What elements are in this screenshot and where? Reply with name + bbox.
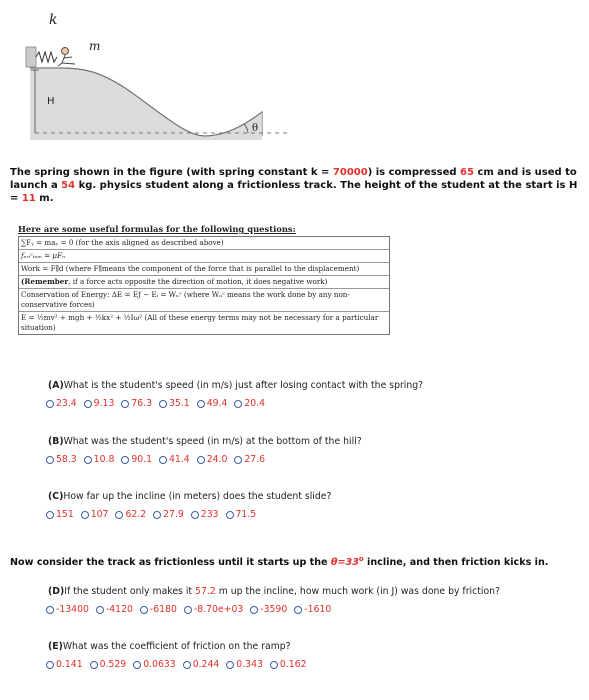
options-c bbox=[46, 509, 260, 522]
radio-icon[interactable] bbox=[84, 456, 92, 464]
option-label: 10.8 bbox=[93, 454, 115, 465]
option[interactable] bbox=[121, 398, 152, 409]
radio-icon[interactable] bbox=[46, 606, 54, 614]
radio-icon[interactable] bbox=[46, 661, 54, 669]
radio-icon[interactable] bbox=[46, 511, 54, 519]
question-d bbox=[48, 586, 500, 597]
option-label: 49.4 bbox=[206, 398, 228, 409]
option-label: 151 bbox=[56, 509, 74, 520]
option-label: 23.4 bbox=[56, 398, 77, 409]
option-label: 0.343 bbox=[236, 659, 263, 670]
option[interactable] bbox=[226, 509, 257, 520]
option-label: 76.3 bbox=[131, 398, 153, 409]
radio-icon[interactable] bbox=[226, 511, 234, 519]
question-text: How far up the incline (in meters) does the student slide? bbox=[63, 491, 332, 502]
option-label: -8.70e+03 bbox=[193, 604, 244, 615]
option[interactable] bbox=[115, 509, 146, 520]
problem-text: ) is compressed bbox=[367, 167, 461, 178]
problem-text: m. bbox=[35, 193, 54, 204]
option[interactable] bbox=[183, 659, 220, 670]
question-label: (D) bbox=[48, 586, 65, 597]
option[interactable] bbox=[159, 454, 190, 465]
option-label: -4120 bbox=[105, 604, 133, 615]
label-k: k bbox=[49, 12, 58, 28]
radio-icon[interactable] bbox=[84, 400, 92, 408]
problem-statement bbox=[10, 166, 582, 205]
option[interactable] bbox=[46, 509, 74, 520]
option[interactable] bbox=[121, 454, 152, 465]
wall bbox=[26, 47, 36, 67]
problem-text: cm and is used to launch a bbox=[10, 167, 577, 191]
problem-text: kg. physics student along a frictionless track. The height of the student at the start is H = bbox=[10, 180, 578, 204]
radio-icon[interactable] bbox=[234, 456, 242, 464]
option-label: 233 bbox=[200, 509, 219, 520]
option[interactable] bbox=[133, 659, 176, 670]
option[interactable] bbox=[81, 509, 109, 520]
radio-icon[interactable] bbox=[115, 511, 123, 519]
option[interactable] bbox=[84, 454, 115, 465]
option-label: -1610 bbox=[304, 604, 332, 615]
option-label: -3590 bbox=[260, 604, 288, 615]
radio-icon[interactable] bbox=[133, 661, 141, 669]
radio-icon[interactable] bbox=[294, 606, 302, 614]
option-label: 71.5 bbox=[235, 509, 257, 520]
option[interactable] bbox=[84, 398, 115, 409]
option[interactable] bbox=[226, 659, 263, 670]
radio-icon[interactable] bbox=[121, 456, 129, 464]
radio-icon[interactable] bbox=[96, 606, 104, 614]
radio-icon[interactable] bbox=[191, 511, 199, 519]
option-label: 27.6 bbox=[244, 454, 266, 465]
option[interactable] bbox=[90, 659, 127, 670]
question-label: (A) bbox=[48, 380, 64, 391]
question-text: What was the student's speed (in m/s) at the bottom of the hill? bbox=[63, 436, 362, 447]
radio-icon[interactable] bbox=[250, 606, 258, 614]
formula-row: ∑Fᵧ = maᵧ = 0 (for the axis aligned as described above) bbox=[19, 237, 389, 250]
option-label: -13400 bbox=[56, 604, 89, 615]
formula-row: Conservation of Energy: ΔE = Eƒ − Eᵢ = Wₙᶜ (where Wₙᶜ means the work done by any non-conservative forces) bbox=[19, 289, 389, 312]
option[interactable] bbox=[153, 509, 184, 520]
question-b bbox=[48, 436, 362, 447]
options-d bbox=[46, 604, 335, 617]
label-theta: θ bbox=[252, 123, 259, 134]
track-figure bbox=[0, 0, 300, 150]
option[interactable] bbox=[140, 604, 177, 615]
mass-value: 54 bbox=[61, 180, 76, 191]
question-label: (E) bbox=[48, 641, 63, 652]
radio-icon[interactable] bbox=[226, 661, 234, 669]
option[interactable] bbox=[191, 509, 219, 520]
degree-mark: o bbox=[358, 555, 364, 563]
option-label: 41.4 bbox=[169, 454, 190, 465]
formula-remember: (Remember bbox=[21, 277, 69, 286]
radio-icon[interactable] bbox=[153, 511, 161, 519]
compression-value: 65 bbox=[460, 167, 474, 178]
formula-table bbox=[18, 236, 390, 335]
option[interactable] bbox=[234, 454, 265, 465]
option-label: 0.0633 bbox=[143, 659, 176, 670]
question-label: (B) bbox=[48, 436, 64, 447]
option-label: 24.0 bbox=[206, 454, 228, 465]
option[interactable] bbox=[270, 659, 307, 670]
radio-icon[interactable] bbox=[46, 456, 54, 464]
question-text: m up the incline, how much work (in J) was done by friction? bbox=[215, 586, 500, 597]
formula-title: Here are some useful formulas for the following questions: bbox=[18, 224, 296, 234]
option-label: 90.1 bbox=[131, 454, 153, 465]
option-label: -6180 bbox=[149, 604, 177, 615]
option[interactable] bbox=[234, 398, 265, 409]
radio-icon[interactable] bbox=[183, 661, 191, 669]
option[interactable] bbox=[46, 604, 89, 615]
radio-icon[interactable] bbox=[46, 400, 54, 408]
option-label: 0.244 bbox=[192, 659, 220, 670]
radio-icon[interactable] bbox=[81, 511, 89, 519]
radio-icon[interactable] bbox=[184, 606, 192, 614]
track-shade bbox=[30, 68, 262, 140]
option-label: 62.2 bbox=[125, 509, 147, 520]
formula-row: E = ½mv² + mgh + ½kx² + ½Iω² (All of these energy terms may not be necessary for a particular situation) bbox=[21, 313, 379, 332]
question-text: What was the coefficient of friction on the ramp? bbox=[62, 641, 291, 652]
radio-icon[interactable] bbox=[90, 661, 98, 669]
radio-icon[interactable] bbox=[197, 400, 205, 408]
options-b bbox=[46, 454, 269, 467]
option[interactable] bbox=[159, 398, 190, 409]
option[interactable] bbox=[46, 454, 77, 465]
radio-icon[interactable] bbox=[159, 456, 167, 464]
question-e bbox=[48, 641, 291, 652]
question-c bbox=[48, 491, 331, 502]
question-label: (C) bbox=[48, 491, 64, 502]
formula-row bbox=[19, 276, 389, 289]
option[interactable] bbox=[294, 604, 331, 615]
option[interactable] bbox=[197, 454, 228, 465]
option[interactable] bbox=[184, 604, 243, 615]
option[interactable] bbox=[197, 398, 228, 409]
formula-row: Work = F∥d (where F∥means the component of the force that is parallel to the displacement) bbox=[19, 263, 389, 276]
problem-text: The spring shown in the figure (with spring constant k = bbox=[10, 167, 333, 178]
distance-value: 57.2 bbox=[195, 586, 216, 597]
option-label: 0.529 bbox=[99, 659, 127, 670]
spring-constant-value: 70000 bbox=[332, 167, 368, 178]
option-label: 9.13 bbox=[93, 398, 115, 409]
radio-icon[interactable] bbox=[159, 400, 167, 408]
label-H: H bbox=[47, 96, 55, 107]
radio-icon[interactable] bbox=[234, 400, 242, 408]
question-text: If the student only makes it bbox=[64, 586, 196, 597]
theta-value: θ=33 bbox=[330, 557, 359, 569]
question-a bbox=[48, 380, 423, 391]
radio-icon[interactable] bbox=[140, 606, 148, 614]
option-label: 0.141 bbox=[56, 659, 83, 670]
option-label: 0.162 bbox=[279, 659, 307, 670]
option[interactable] bbox=[250, 604, 287, 615]
formula-row: fₑᵣᵢᶜₜᵢₒₙ = μFₙ bbox=[19, 250, 389, 263]
section2-text: incline, and then friction kicks in. bbox=[363, 557, 549, 569]
formula-box bbox=[18, 224, 388, 335]
radio-icon[interactable] bbox=[270, 661, 278, 669]
section2-heading bbox=[10, 555, 548, 568]
option-label: 58.3 bbox=[56, 454, 77, 465]
label-m: m bbox=[89, 39, 101, 53]
student bbox=[58, 48, 75, 67]
options-e bbox=[46, 659, 311, 672]
question-text: What is the student's speed (in m/s) just after losing contact with the spring? bbox=[63, 380, 424, 391]
option-label: 107 bbox=[90, 509, 109, 520]
radio-icon[interactable] bbox=[197, 456, 205, 464]
spring bbox=[36, 52, 57, 62]
option[interactable] bbox=[46, 398, 77, 409]
option[interactable] bbox=[46, 659, 83, 670]
section2-text: Now consider the track as frictionless until it starts up the bbox=[10, 557, 331, 569]
height-value: 11 bbox=[21, 193, 36, 204]
option-label: 35.1 bbox=[169, 398, 190, 409]
radio-icon[interactable] bbox=[121, 400, 129, 408]
option[interactable] bbox=[96, 604, 133, 615]
option-label: 20.4 bbox=[244, 398, 266, 409]
formula-text: , if a force acts opposite the direction of motion, it does negative work) bbox=[68, 277, 328, 286]
options-a bbox=[46, 398, 269, 411]
option-label: 27.9 bbox=[163, 509, 184, 520]
